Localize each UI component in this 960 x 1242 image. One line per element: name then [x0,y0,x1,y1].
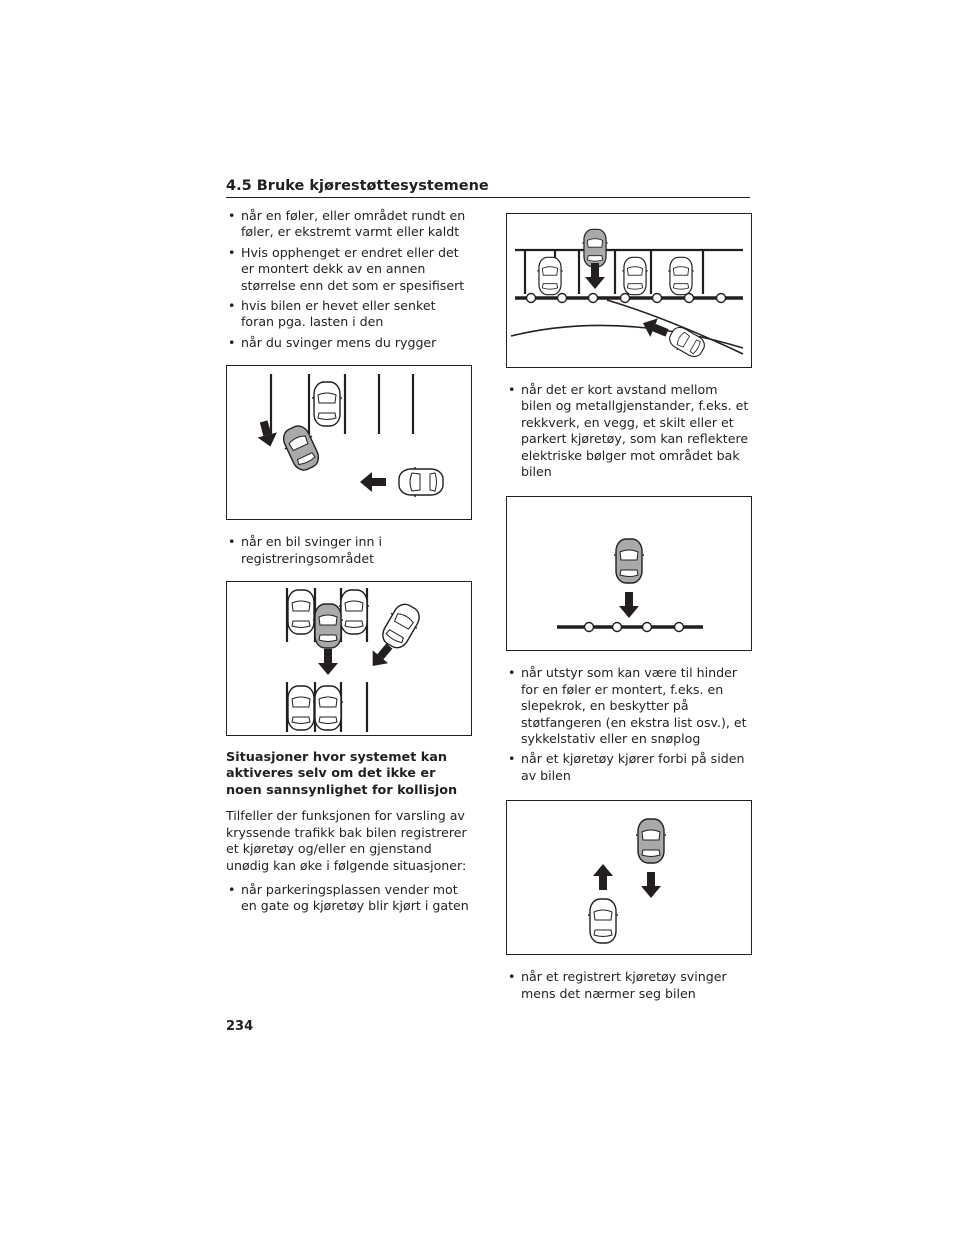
figure-reversing-turn [226,365,472,520]
bullet-list-5 [506,665,752,784]
page-number: 234 [226,1019,254,1034]
section-heading: Situasjoner hvor systemet kan aktiveres selv om det ikke er noen sannsynlighet for kollisjon [226,750,458,798]
bullet-list-3 [226,882,472,915]
left-column [226,208,472,919]
car-turning-in-illustration [227,582,471,735]
section-header [226,178,750,198]
bullet-item: • når en føler, eller området rundt en føler, er ekstremt varmt eller kaldt [226,208,472,241]
section-title: 4.5 Bruke kjørestøttesystemene [226,178,489,194]
bullet-list-2 [226,534,472,567]
bullet-list-6 [506,969,752,1002]
bullet-item: • når et kjøretøy kjører forbi på siden av bilen [506,751,752,784]
header-rule [226,197,750,198]
figure-parking-street [506,213,752,368]
paragraph: Tilfeller der funksjonen for varsling av kryssende trafikk bak bilen registrerer et kjøretøy og/eller en gjenstand unødig kan øke i følgende situasjoner: [226,808,467,873]
figure-car-turning-in [226,581,472,736]
bullet-list-1 [226,208,472,351]
reversing-turn-illustration [227,366,471,519]
right-column [506,208,752,1006]
bullet-item: • hvis bilen er hevet eller senket foran pga. lasten i den [226,298,472,331]
bullet-item: • Hvis opphenget er endret eller det er montert dekk av en annen størrelse enn det som er spesifisert [226,245,472,294]
parking-street-illustration [507,214,751,367]
figure-passing-vehicle [506,800,752,955]
bullet-item: • når parkeringsplassen vender mot en gate og kjøretøy blir kjørt i gaten [226,882,472,915]
passing-vehicle-illustration [507,801,751,954]
metal-barrier-illustration [507,497,751,650]
bullet-list-4 [506,382,752,480]
bullet-item: • når det er kort avstand mellom bilen og metallgjenstander, f.eks. et rekkverk, en vegg, et skilt eller et parkert kjøretøy, som kan reflektere elektriske bølger mot området bak bilen [506,382,752,480]
bullet-item: • når en bil svinger inn i registreringsområdet [226,534,472,567]
bullet-item: • når et registrert kjøretøy svinger mens det nærmer seg bilen [506,969,752,1002]
bullet-item: • når utstyr som kan være til hinder for en føler er montert, f.eks. en slepekrok, en beskytter på støtfangeren (en ekstra list osv.), et sykkelstativ eller en snøplog [506,665,752,747]
figure-metal-barrier [506,496,752,651]
bullet-item: • når du svinger mens du rygger [226,335,472,351]
